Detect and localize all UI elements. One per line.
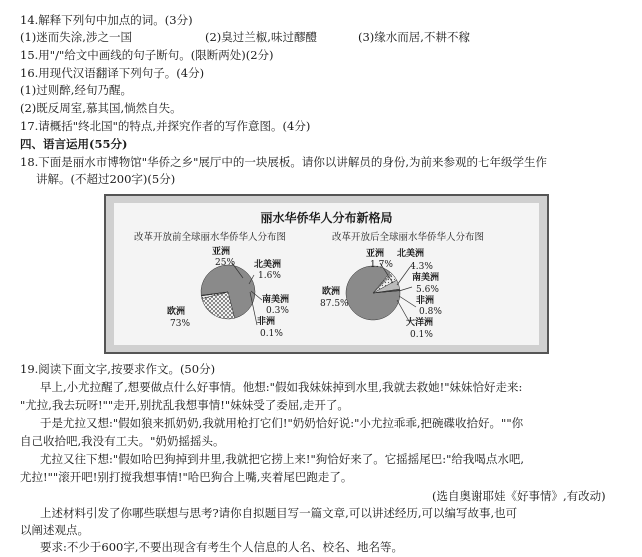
q19-p1-a: 早上,小尤拉醒了,想要做点什么好事情。他想:"假如我妹妹掉到水里,我就去救她!"妹妹恰好走来: <box>40 380 523 394</box>
chart-panel <box>104 194 549 354</box>
q18-line-1: 18.下面是丽水市博物馆"华侨之乡"展厅中的一块展板。请你以讲解员的身份,为前来参观的七年级学生作 <box>20 155 548 169</box>
q19-p1-b: "尤拉,我去玩呀!""走开,别扰乱我想事情!"妹妹受了委屈,走开了。 <box>20 398 349 412</box>
left-samerica-value: 0.3% <box>266 306 289 316</box>
left-africa-value: 0.1% <box>260 329 283 339</box>
q15-title: 15.用"/"给文中画线的句子断句。(限断两处)(2分) <box>20 48 274 62</box>
q19-prompt-2: 以阐述观点。 <box>20 523 89 537</box>
q19-p3-b: 尤拉!""滚开吧!别打搅我想事情!"哈巴狗合上嘴,夹着尾巴跑走了。 <box>20 470 353 484</box>
q14-title: 14.解释下列句中加点的词。(3分) <box>20 13 193 27</box>
q16-title: 16.用现代汉语翻译下列句子。(4分) <box>20 66 205 80</box>
q14-item-1: (1)迷而失涂,涉之一国 <box>20 30 132 44</box>
right-europe-value: 87.5% <box>320 299 349 309</box>
right-oceania-value: 0.1% <box>410 330 433 340</box>
left-europe-value: 73% <box>170 319 191 329</box>
pie-right <box>346 266 400 320</box>
leader-right-samerica <box>399 287 412 291</box>
right-namerica-value: 4.3% <box>410 262 433 272</box>
q19-p3-a: 尤拉又往下想:"假如哈巴狗掉到井里,我就把它捞上来!"狗恰好来了。它摇摇尾巴:"给我喝点水吧, <box>40 452 525 466</box>
right-oceania-name: 大洋洲 <box>406 318 434 328</box>
right-samerica-name: 南美洲 <box>412 273 440 283</box>
left-africa-name: 非洲 <box>257 317 276 327</box>
chart-main-title: 丽水华侨华人分布新格局 <box>260 211 393 225</box>
chart-right-subtitle: 改革开放后全球丽水华侨华人分布图 <box>332 232 485 243</box>
right-africa-name: 非洲 <box>416 296 435 306</box>
right-asia-name: 亚洲 <box>366 249 385 259</box>
left-namerica-name: 北美洲 <box>254 260 282 270</box>
q19-requirement: 要求:不少于600字,不要出现含有考生个人信息的人名、校名、地名等。 <box>40 540 403 554</box>
left-europe-name: 欧洲 <box>167 307 186 317</box>
leader-right-africa <box>399 296 416 307</box>
q19-prompt-1: 上述材料引发了你哪些联想与思考?请你自拟题目写一篇文章,可以讲述经历,可以编写故事,也可 <box>40 506 518 520</box>
right-europe-name: 欧洲 <box>322 287 341 297</box>
left-samerica-name: 南美洲 <box>262 295 290 305</box>
right-africa-value: 0.8% <box>419 307 442 317</box>
q19-p2-b: 自己收拾吧,我没有工夫。"奶奶摇摇头。 <box>20 434 225 448</box>
q16-item-1: (1)过则醉,经旬乃醒。 <box>20 83 132 97</box>
q18-line-2: 讲解。(不超过200字)(5分) <box>36 172 176 186</box>
left-asia-name: 亚洲 <box>212 247 231 257</box>
q19-p2-a: 于是尤拉又想:"假如狼来抓奶奶,我就用枪打它们!"奶奶恰好说:"小尤拉乖乖,把碗碟收拾好。""你 <box>40 416 524 430</box>
right-asia-value: 1.7% <box>370 260 393 270</box>
q19-source: (选自奥谢耶娃《好事情》,有改动) <box>432 489 606 503</box>
right-namerica-name: 北美洲 <box>397 249 425 259</box>
q16-item-2: (2)既反周室,慕其国,惝然自失。 <box>20 101 182 115</box>
left-asia-value: 25% <box>215 258 236 268</box>
q19-title: 19.阅读下面文字,按要求作文。(50分) <box>20 362 216 376</box>
pie-left <box>201 265 255 319</box>
q17-title: 17.请概括"终北国"的特点,并探究作者的写作意图。(4分) <box>20 119 311 133</box>
right-samerica-value: 5.6% <box>416 285 439 295</box>
q14-item-2: (2)臭过兰椒,味过醪醴 <box>205 30 317 44</box>
leader-right-namerica <box>397 267 410 285</box>
q14-item-3: (3)缘水而居,不耕不稼 <box>358 30 470 44</box>
section4-title: 四、语言运用(55分) <box>20 137 128 151</box>
left-namerica-value: 1.6% <box>258 271 281 281</box>
chart-left-subtitle: 改革开放前全球丽水华侨华人分布图 <box>134 232 287 243</box>
chart-panel-inner <box>114 203 539 345</box>
